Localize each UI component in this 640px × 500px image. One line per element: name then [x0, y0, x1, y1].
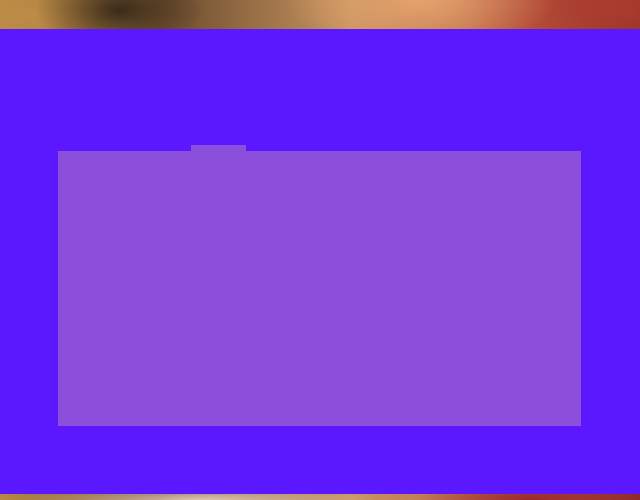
content-tab	[191, 145, 246, 152]
content-placeholder	[58, 151, 581, 426]
